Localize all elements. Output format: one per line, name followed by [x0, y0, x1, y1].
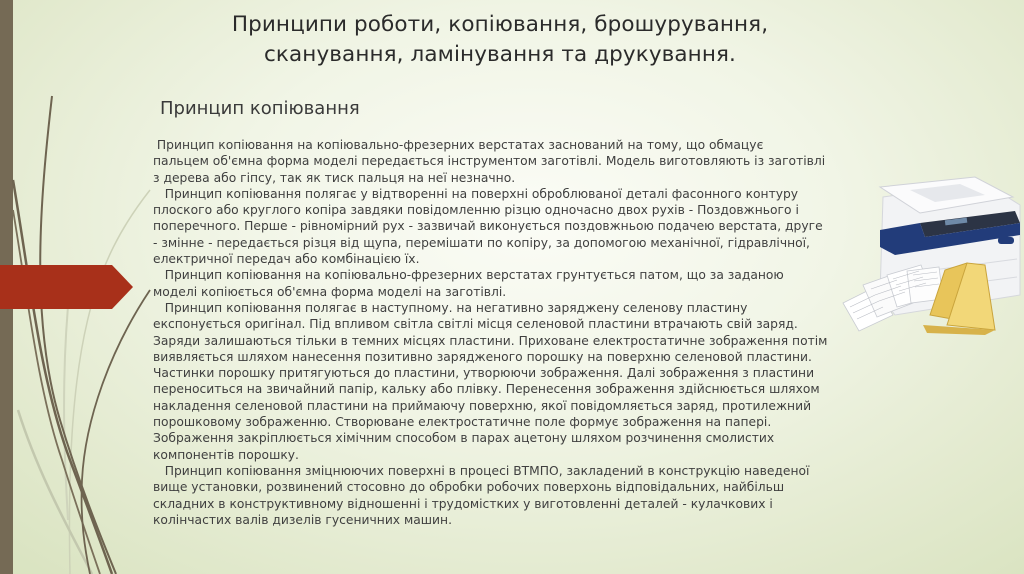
body-line: складних в конструктивному відношенні і трудомістких у виготовленні деталей - кулачкових і [153, 496, 773, 511]
body-line: колінчастих валів дизелів гусеничних машин. [153, 512, 452, 527]
body-line: Принцип копіювання полягає в наступному. на негативно заряджену селенову пластину [153, 300, 748, 315]
body-line: плоского або круглого копіра завдяки повідомленню різцю одночасно двох рухів - Поздовжнього і [153, 203, 799, 218]
body-line: експонується оригінал. Під впливом світла світлі місця селеновой пластини втрачають свій заряд. [153, 317, 798, 332]
body-line: Принцип копіювання зміцнюючих поверхні в процесі ВТМПО, закладений в конструкцію наведеної [153, 463, 810, 478]
body-line: Частинки порошку притягуються до пластини, утворюючи зображення. Далі зображення з пластини [153, 366, 815, 381]
body-line: накладення селеновой пластини на приймаючу поверхню, якої повідомляється заряд, протилежний [153, 398, 812, 413]
body-line: компонентів порошку. [153, 447, 299, 462]
body-line: Принцип копіювання полягає у відтворенні на поверхні оброблюваної деталі фасонного контуру [153, 186, 799, 201]
body-line: електричної передач або комбінацією їх. [153, 252, 420, 267]
body-text [153, 137, 853, 528]
body-line: з дерева або гіпсу, так як тиск пальця на неї незначно. [153, 170, 516, 185]
body-line: Зображення закріплюється хімічним способом в парах ацетону шляхом розчинення смолистих [153, 431, 775, 446]
title-line-1: Принципи роботи, копіювання, брошурування, [231, 12, 769, 37]
body-line: - змінне - передається різця від щупа, перемішати по копіру, за допомогою механічної, гідравлічної, [153, 235, 810, 250]
body-line: вище установки, розвинений стосовно до обробки робочих поверхонь відповідальних, найбільш [153, 480, 785, 495]
title-line-2: сканування, ламінування та друкування. [264, 42, 736, 67]
body-line: Заряди залишаються тільки в темних місцях пластини. Приховане електростатичне зображення потім [153, 333, 828, 348]
body-line: виявляється шляхом нанесення позитивно зарядженого порошку на поверхню селеновой пластини. [153, 349, 812, 364]
section-subtitle: Принцип копіювання [160, 98, 360, 119]
body-line: Принцип копіювання на копіювально-фрезерних верстатах грунтується патом, що за заданою [153, 268, 784, 283]
body-line: пальцем об'ємна форма моделі передається інструментом заготівлі. Модель виготовляють із заготівлі [153, 154, 826, 169]
red-arrow-marker [0, 265, 133, 309]
body-line: моделі копіюється об'ємна форма моделі на заготівлі. [153, 284, 507, 299]
slide-title [150, 10, 850, 70]
body-line: порошковому зображенню. Створюване електростатичне поле формує зображення на папері. [153, 415, 772, 430]
body-line: переноситься на звичайний папір, кальку або плівку. Перенесення зображення здійснюється шляхом [153, 382, 820, 397]
body-line: поперечного. Перше - рівномірний рух - зазвичай виконується поздовжньою подачею верстата, друге [153, 219, 823, 234]
body-line: Принцип копіювання на копіювально-фрезерних верстатах заснований на тому, що обмацує [153, 138, 764, 152]
printer-mfp-icon [835, 175, 1024, 340]
